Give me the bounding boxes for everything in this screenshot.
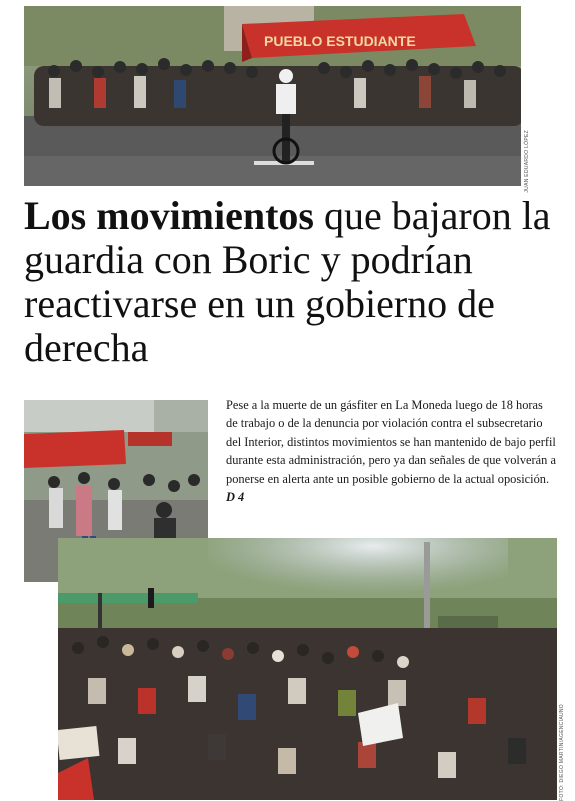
lead-paragraph [226, 396, 556, 506]
photo-credit-top: JUAN EDUARDO LÓPEZ [524, 130, 530, 193]
lead-text: Pese a la muerte de un gásfiter en La Moneda luego de 18 horas de trabajo o de la denuncia por violación contra el subsecretario del Interior, distintos movimientos se han mantenido de bajo perfil durante esta administración, pero ya dan señales de que volverán a ponerse en alerta ante un posible gobierno de la actual oposición. [226, 398, 556, 486]
page-reference: D 4 [226, 490, 245, 505]
svg-text:PUEBLO ESTUDIANTE: PUEBLO ESTUDIANTE [264, 33, 416, 49]
photo-crowd [58, 538, 557, 800]
headline-rest: que bajaron la guardia con Boric y podrían reactivarse en un gobierno de derecha [24, 193, 551, 370]
photo-march [24, 6, 521, 186]
headline [24, 194, 559, 370]
photo-credit-bottom: FOTO: DIEGO MARTIN/AGENCIAUNO [559, 704, 565, 801]
headline-bold: Los movimientos [24, 193, 314, 238]
